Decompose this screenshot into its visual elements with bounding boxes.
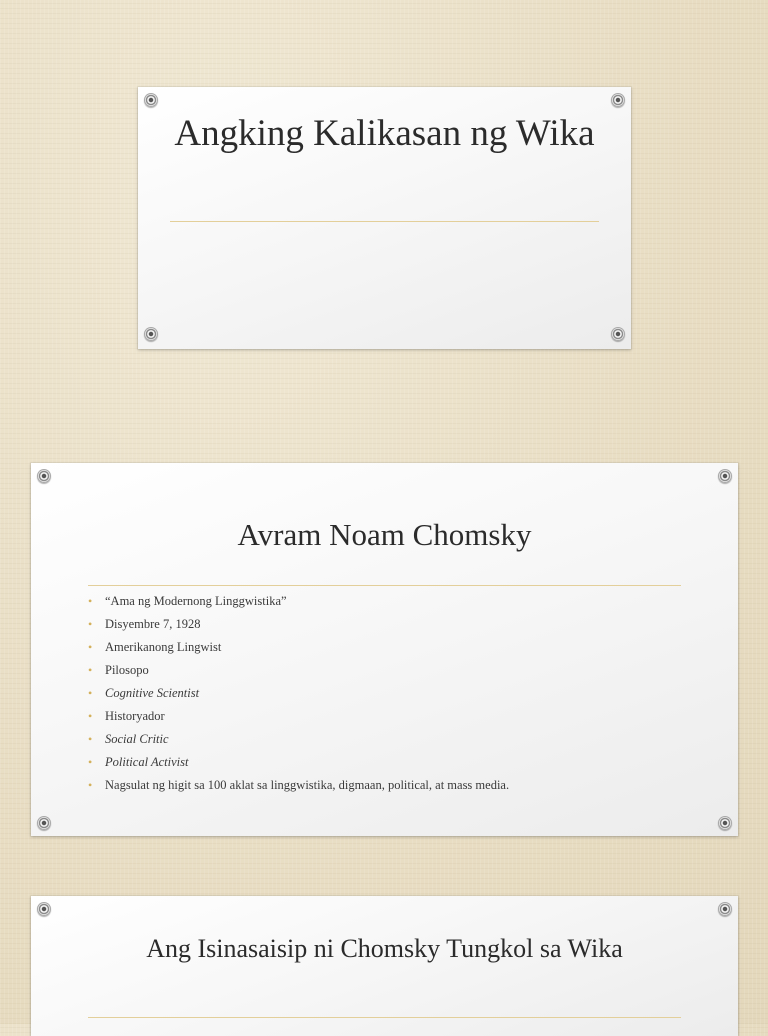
slide-1 <box>138 87 631 349</box>
bullet-icon: • <box>88 640 93 654</box>
bullet-text: Amerikanong Lingwist <box>105 640 222 654</box>
bullet-item <box>88 682 509 705</box>
slide-2 <box>31 463 738 836</box>
rivet-icon <box>144 327 158 341</box>
slide-title: Ang Isinasaisip ni Chomsky Tungkol sa Wika <box>146 934 623 963</box>
title-divider <box>88 585 681 586</box>
bullet-text: Political Activist <box>105 755 189 769</box>
rivet-icon <box>718 469 732 483</box>
rivet-icon <box>37 469 51 483</box>
bullet-item <box>88 636 509 659</box>
bullet-icon: • <box>88 755 93 769</box>
slide-3 <box>31 896 738 1036</box>
bullet-icon: • <box>88 778 93 792</box>
bullet-item <box>88 751 509 774</box>
bullet-text: Cognitive Scientist <box>105 686 200 700</box>
bullet-item <box>88 613 509 636</box>
bullet-text: Disyembre 7, 1928 <box>105 617 201 631</box>
bullet-list <box>88 590 509 797</box>
rivet-icon <box>37 816 51 830</box>
slide-title: Angking Kalikasan ng Wika <box>174 113 595 154</box>
bullet-icon: • <box>88 617 93 631</box>
rivet-icon <box>611 327 625 341</box>
bullet-text: “Ama ng Modernong Linggwistika” <box>105 594 287 608</box>
bullet-item <box>88 590 509 613</box>
bullet-icon: • <box>88 663 93 677</box>
bullet-item <box>88 728 509 751</box>
bullet-icon: • <box>88 594 93 608</box>
bullet-text: Pilosopo <box>105 663 149 677</box>
bullet-item <box>88 774 509 797</box>
title-divider <box>88 1017 681 1018</box>
bullet-icon: • <box>88 732 93 746</box>
title-divider <box>170 221 599 222</box>
bullet-item <box>88 659 509 682</box>
bullet-icon: • <box>88 686 93 700</box>
rivet-icon <box>718 902 732 916</box>
bullet-text: Nagsulat ng higit sa 100 aklat sa linggwistika, digmaan, political, at mass media. <box>105 778 510 792</box>
bullet-text: Social Critic <box>105 732 169 746</box>
slide-title: Avram Noam Chomsky <box>237 517 532 552</box>
rivet-icon <box>611 93 625 107</box>
rivet-icon <box>718 816 732 830</box>
bullet-text: Historyador <box>105 709 165 723</box>
bullet-icon: • <box>88 709 93 723</box>
bullet-item <box>88 705 509 728</box>
rivet-icon <box>144 93 158 107</box>
rivet-icon <box>37 902 51 916</box>
